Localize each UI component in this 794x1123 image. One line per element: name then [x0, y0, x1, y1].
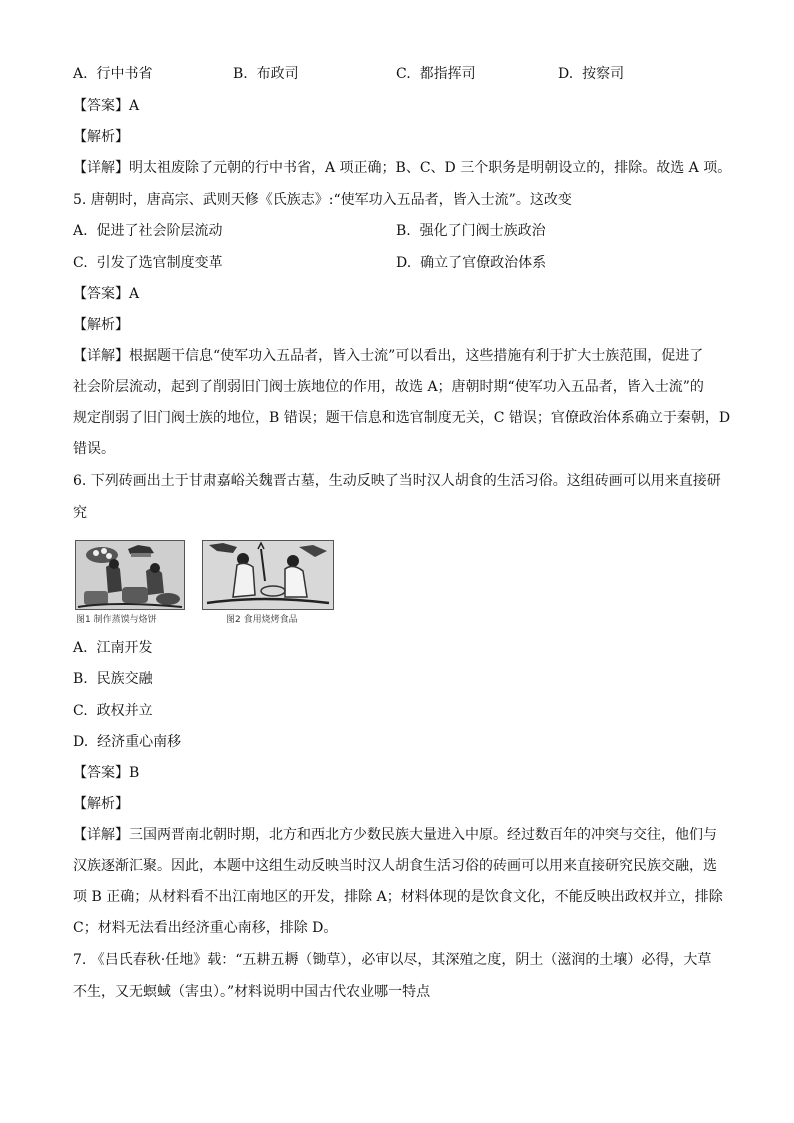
- q4-analysis-heading: 【解析】: [73, 129, 129, 145]
- q4-option-d: D. 按察司: [558, 66, 625, 82]
- q6-detail-line: 【详解】三国两晋南北朝时期，北方和西北方少数民族大量进入中原。经过数百年的冲突与交往，他们与: [73, 827, 717, 843]
- q6-option-d: D. 经济重心南移: [73, 734, 182, 750]
- q6-stem-line: 6. 下列砖画出土于甘肃嘉峪关魏晋古墓，生动反映了当时汉人胡食的生活习俗。这组砖画可以用来直接研: [73, 473, 721, 489]
- q4-option-b: B. 布政司: [233, 66, 299, 82]
- q6-option-a: A. 江南开发: [73, 640, 153, 656]
- q4-option-a: A. 行中书省: [73, 66, 153, 82]
- figure-2-drawing: [203, 541, 333, 609]
- figure-2-caption: 图2 食用烧烤食品: [226, 615, 298, 625]
- q5-stem: 5. 唐朝时，唐高宗、武则天修《氏族志》:“使军功入五品者，皆入士流”。这改变: [73, 192, 572, 208]
- q5-option-a: A. 促进了社会阶层流动: [73, 223, 223, 239]
- q6-detail-line: 项 B 正确；从材料看不出江南地区的开发，排除 A；材料体现的是饮食文化，不能反映出政权并立，排除: [73, 889, 723, 905]
- q6-analysis-heading: 【解析】: [73, 796, 129, 812]
- q6-detail-line: C；材料无法看出经济重心南移，排除 D。: [73, 920, 338, 936]
- q5-detail-line: 【详解】根据题干信息“使军功入五品者，皆入士流”可以看出，这些措施有利于扩大士族范围，促进了: [73, 348, 704, 364]
- q5-analysis-heading: 【解析】: [73, 317, 129, 333]
- figure-1-drawing: [76, 541, 184, 609]
- q5-detail-line: 规定削弱了旧门阀士族的地位，B 错误；题干信息和选官制度无关，C 错误；官僚政治体系确立于秦朝，D: [73, 410, 731, 426]
- q5-detail-line: 社会阶层流动，起到了削弱旧门阀士族地位的作用，故选 A；唐朝时期“使军功入五品者，皆入士流”的: [73, 379, 704, 395]
- q5-answer: 【答案】A: [73, 286, 140, 302]
- q6-option-c: C. 政权并立: [73, 703, 153, 719]
- q6-answer: 【答案】B: [73, 765, 140, 781]
- q7-stem-line: 不生，又无螟蜮（害虫）。”材料说明中国古代农业哪一特点: [73, 984, 431, 1000]
- q6-stem-line: 究: [73, 505, 87, 521]
- figure-1-image: [75, 540, 185, 610]
- figure-2-image: [202, 540, 334, 610]
- q4-detail: 【详解】明太祖废除了元朝的行中书省，A 项正确；B、C、D 三个职务是明朝设立的，排除。故选 A 项。: [73, 160, 732, 176]
- q6-detail-line: 汉族逐渐汇聚。因此，本题中这组生动反映当时汉人胡食生活习俗的砖画可以用来直接研究民族交融，选: [73, 858, 717, 874]
- q6-option-b: B. 民族交融: [73, 671, 153, 687]
- q5-detail-line: 错误。: [73, 441, 115, 457]
- q5-option-d: D. 确立了官僚政治体系: [396, 255, 547, 271]
- q4-answer: 【答案】A: [73, 98, 140, 114]
- q4-option-c: C. 都指挥司: [396, 66, 476, 82]
- q5-option-b: B. 强化了门阀士族政治: [396, 223, 546, 239]
- q5-option-c: C. 引发了选官制度变革: [73, 255, 223, 271]
- q7-stem-line: 7. 《吕氏春秋·任地》载：“五耕五耨（锄草），必审以尽，其深殖之度，阴土（滋润的土壤）必得，大草: [73, 952, 712, 968]
- figure-1-caption: 图1 制作蒸馍与烙饼: [76, 615, 157, 625]
